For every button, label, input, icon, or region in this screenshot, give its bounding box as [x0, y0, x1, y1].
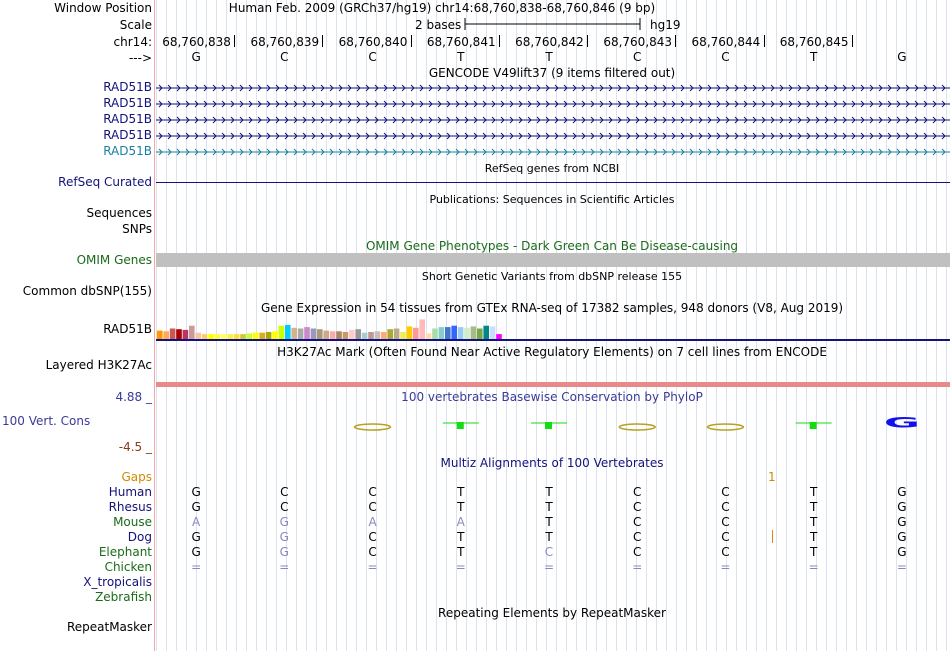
scale-assembly: hg19 — [650, 18, 681, 32]
reference-base: T — [545, 50, 553, 64]
alignment-base: G — [897, 545, 907, 559]
strand-label: ---> — [128, 51, 152, 65]
gtex-tissue-bar[interactable] — [330, 331, 336, 339]
coordinate-tick — [322, 35, 323, 47]
alignment-base: = — [808, 560, 819, 574]
gtex-tissue-bar[interactable] — [279, 326, 285, 339]
phylop-score[interactable] — [355, 424, 391, 430]
alignment-base: C — [368, 545, 377, 559]
gtex-expression-bars[interactable] — [156, 318, 950, 342]
gtex-tissue-bar[interactable] — [349, 330, 355, 339]
coordinate-tick-label: 68,760,843 — [603, 35, 673, 49]
alignment-base: T — [457, 545, 465, 559]
alignment-base: C — [633, 545, 642, 559]
gencode-transcript[interactable] — [156, 128, 950, 144]
gencode-item-label[interactable]: RAD51B — [103, 144, 152, 158]
gtex-tissue-bar[interactable] — [387, 329, 393, 339]
alignment-base: = — [367, 560, 378, 574]
coordinate-tick — [499, 35, 500, 47]
phylop-score[interactable] — [884, 415, 920, 431]
gtex-tissue-bar[interactable] — [234, 334, 240, 339]
alignment-base: G — [191, 485, 201, 499]
gtex-tissue-bar[interactable] — [419, 319, 425, 339]
dbsnp-track-label[interactable]: Common dbSNP(155) — [22, 284, 152, 298]
gtex-tissue-bar[interactable] — [272, 331, 278, 339]
gtex-tissue-bar[interactable] — [439, 327, 445, 339]
gtex-tissue-bar[interactable] — [458, 327, 464, 339]
alignment-base: = — [455, 560, 466, 574]
phylop-track-label[interactable]: 100 Vert. Cons — [2, 414, 91, 428]
coordinate-tick-label: 68,760,844 — [691, 35, 761, 49]
gtex-tissue-bar[interactable] — [266, 332, 272, 339]
alignment-base: = — [632, 560, 643, 574]
alignment-base: = — [543, 560, 555, 574]
gencode-transcript[interactable] — [156, 144, 950, 160]
coordinate-tick — [411, 35, 412, 47]
species-label-rhesus[interactable]: Rhesus — [108, 500, 152, 514]
alignment-base: G — [897, 515, 907, 529]
coordinate-tick-label: 68,760,845 — [779, 35, 849, 49]
alignment-base: G — [279, 515, 289, 529]
gtex-tissue-bar[interactable] — [227, 334, 233, 339]
species-label-x-tropicalis[interactable]: X_tropicalis — [83, 575, 152, 589]
insertion-marker — [772, 530, 773, 543]
alignment-base: G — [279, 530, 289, 544]
gtex-tissue-bar[interactable] — [253, 333, 259, 339]
coordinate-tick-label: 68,760,842 — [515, 35, 584, 49]
alignment-base: G — [191, 500, 201, 514]
phylop-score[interactable] — [443, 422, 479, 429]
alignment-base: G — [897, 485, 907, 499]
gtex-tissue-bar[interactable] — [202, 334, 208, 339]
gtex-tissue-bar[interactable] — [215, 334, 221, 339]
reference-base: C — [368, 50, 377, 64]
gtex-tissue-bar[interactable] — [343, 332, 349, 339]
h3k27ac-title: H3K27Ac Mark (Often Found Near Active Regulatory Elements) on 7 cell lines from ENCODE — [277, 345, 827, 359]
gtex-tissue-bar[interactable] — [195, 333, 201, 339]
alignment-base: C — [633, 515, 642, 529]
alignment-base: T — [809, 500, 818, 514]
gtex-tissue-bar[interactable] — [304, 327, 310, 339]
repeatmasker-title: Repeating Elements by RepeatMasker — [438, 606, 666, 620]
gtex-tissue-bar[interactable] — [362, 333, 368, 339]
gtex-tissue-bar[interactable] — [375, 331, 381, 339]
phylop-title: 100 vertebrates Basewise Conservation by PhyloP — [401, 390, 703, 404]
gtex-tissue-bar[interactable] — [400, 332, 406, 339]
gtex-tissue-bar[interactable] — [176, 329, 182, 339]
gtex-tissue-bar[interactable] — [464, 328, 470, 339]
gtex-tissue-bar[interactable] — [240, 334, 246, 339]
alignment-base: C — [280, 500, 289, 514]
alignment-base: C — [721, 485, 730, 499]
gtex-tissue-bar[interactable] — [259, 333, 265, 339]
alignment-base: T — [545, 530, 553, 544]
alignment-base: G — [191, 545, 201, 559]
multiz-title: Multiz Alignments of 100 Vertebrates — [440, 456, 664, 470]
gtex-tissue-bar[interactable] — [471, 326, 477, 339]
gtex-tissue-bar[interactable] — [355, 329, 361, 339]
scale-label: Scale — [119, 18, 152, 32]
alignment-base: C — [368, 485, 377, 499]
gtex-tissue-bar[interactable] — [394, 329, 400, 340]
coordinate-tick — [587, 35, 588, 47]
alignment-base: T — [809, 545, 818, 559]
gencode-item-label[interactable]: RAD51B — [103, 80, 152, 94]
alignment-base: A — [368, 515, 377, 529]
gtex-title: Gene Expression in 54 tissues from GTEx RNA-seq of 17382 samples, 948 donors (V8, Aug 2019) — [260, 301, 844, 315]
gencode-item-label[interactable]: RAD51B — [103, 112, 152, 126]
alignment-base: C — [633, 530, 642, 544]
gtex-tissue-bar[interactable] — [413, 328, 419, 339]
omim-track-label[interactable]: OMIM Genes — [76, 253, 152, 267]
gtex-tissue-bar[interactable] — [477, 329, 483, 340]
phylop-score[interactable] — [707, 424, 743, 430]
scale-bar — [464, 16, 644, 32]
refseq-track-label[interactable]: RefSeq Curated — [58, 175, 152, 189]
gtex-tissue-bar[interactable] — [311, 329, 317, 340]
alignment-base: C — [633, 485, 642, 499]
gap-count-marker: 1 — [768, 470, 776, 484]
reference-base: T — [809, 50, 818, 64]
gtex-tissue-bar[interactable] — [407, 326, 413, 339]
coordinate-tick — [852, 35, 853, 47]
alignment-base: T — [545, 485, 553, 499]
gtex-tissue-bar[interactable] — [426, 333, 432, 339]
alignment-base: C — [721, 545, 730, 559]
alignment-base: C — [721, 530, 730, 544]
gtex-tissue-bar[interactable] — [183, 330, 189, 339]
gtex-track-label[interactable]: RAD51B — [103, 322, 152, 336]
track-image[interactable] — [156, 0, 950, 651]
gtex-tissue-bar[interactable] — [323, 331, 329, 339]
alignment-base: T — [457, 485, 465, 499]
omim-gene-bar[interactable] — [156, 253, 950, 267]
alignment-base: G — [897, 500, 907, 514]
phylop-max-label: 4.88 _ — [115, 390, 152, 404]
coordinate-tick — [234, 35, 235, 47]
label-divider — [154, 0, 155, 651]
gtex-tissue-bar[interactable] — [451, 326, 457, 339]
snps-track-label[interactable]: SNPs — [122, 222, 152, 236]
species-label-mouse[interactable]: Mouse — [113, 515, 152, 529]
alignment-base: = — [896, 560, 907, 574]
alignment-base: T — [809, 530, 818, 544]
coordinate-tick-label: 68,760,838 — [162, 35, 231, 49]
refseq-title: RefSeq genes from NCBI — [484, 162, 620, 175]
reference-base: T — [457, 50, 465, 64]
phylop-score[interactable] — [619, 424, 655, 430]
coordinate-tick — [764, 35, 765, 47]
gtex-tissue-bar[interactable] — [336, 331, 342, 339]
reference-base: G — [897, 50, 907, 64]
reference-base: C — [280, 50, 289, 64]
gencode-transcript[interactable] — [156, 96, 950, 112]
alignment-base: = — [279, 560, 290, 574]
scale-bases: 2 bases — [415, 18, 462, 32]
alignment-base: T — [809, 485, 818, 499]
h3k27ac-track-label[interactable]: Layered H3K27Ac — [45, 358, 152, 372]
track-label-column — [0, 0, 154, 651]
gtex-tissue-bar[interactable] — [221, 334, 227, 339]
gtex-tissue-bar[interactable] — [189, 326, 195, 339]
phylop-score[interactable] — [531, 422, 567, 429]
coordinate-tick — [675, 35, 676, 47]
gtex-tissue-bar[interactable] — [157, 331, 163, 339]
gtex-tissue-bar[interactable] — [285, 325, 291, 339]
gencode-transcript[interactable] — [156, 112, 950, 128]
phylop-plot[interactable] — [156, 404, 950, 452]
gtex-tissue-bar[interactable] — [483, 326, 489, 339]
alignment-base: C — [721, 500, 730, 514]
coordinate-tick-label: 68,760,839 — [250, 35, 320, 49]
gtex-tissue-bar[interactable] — [445, 327, 451, 339]
alignment-base: C — [721, 515, 730, 529]
gencode-transcript[interactable] — [156, 80, 950, 96]
gencode-transcripts[interactable] — [156, 80, 950, 160]
species-label-dog[interactable]: Dog — [127, 530, 152, 544]
publications-title: Publications: Sequences in Scientific Articles — [429, 193, 675, 206]
gtex-tissue-bar[interactable] — [170, 329, 176, 340]
alignment-base: T — [545, 515, 553, 529]
alignment-base: G — [897, 530, 907, 544]
dbsnp-title: Short Genetic Variants from dbSNP release 155 — [421, 270, 683, 283]
window-position-value: Human Feb. 2009 (GRCh37/hg19) chr14:68,760,838-68,760,846 (9 bp) — [228, 1, 656, 15]
alignment-base: T — [545, 500, 553, 514]
alignment-base: = — [191, 560, 202, 574]
repeatmasker-track-label[interactable]: RepeatMasker — [66, 620, 152, 634]
alignment-base: A — [192, 515, 201, 529]
phylop-score[interactable] — [796, 422, 832, 429]
coordinate-tick-label: 68,760,840 — [338, 35, 408, 49]
alignment-base: C — [544, 545, 554, 559]
species-label-zebrafish[interactable]: Zebrafish — [95, 590, 152, 604]
coordinate-tick-label: 68,760,841 — [426, 35, 496, 49]
gtex-tissue-bar[interactable] — [247, 333, 253, 339]
gtex-tissue-bar[interactable] — [317, 329, 323, 339]
species-label-chicken[interactable]: Chicken — [104, 560, 152, 574]
alignment-base: C — [368, 500, 377, 514]
gtex-tissue-bar[interactable] — [381, 332, 387, 339]
alignment-base: T — [809, 515, 818, 529]
gtex-tissue-bar[interactable] — [291, 328, 297, 339]
gtex-tissue-bar[interactable] — [432, 329, 438, 340]
phylop-min-label: -4.5 _ — [118, 440, 152, 454]
reference-base: C — [633, 50, 642, 64]
h3k27ac-signal[interactable] — [156, 382, 950, 387]
alignment-base: G — [191, 530, 201, 544]
gtex-tissue-bar[interactable] — [298, 329, 304, 340]
alignment-base: C — [633, 500, 642, 514]
reference-base: G — [191, 50, 201, 64]
omim-title: OMIM Gene Phenotypes - Dark Green Can Be Disease-causing — [365, 239, 739, 253]
alignment-base: G — [279, 545, 289, 559]
gencode-item-label[interactable]: RAD51B — [103, 128, 152, 142]
chrom-label: chr14: — [113, 35, 152, 49]
alignment-base: T — [457, 500, 465, 514]
alignment-base: C — [368, 530, 377, 544]
alignment-base: T — [457, 530, 465, 544]
refseq-gene-line[interactable] — [156, 182, 950, 183]
window-position-label: Window Position — [54, 1, 152, 15]
alignment-base: = — [720, 560, 731, 574]
gaps-label: Gaps — [121, 470, 152, 484]
gtex-tissue-bar[interactable] — [490, 326, 496, 339]
gtex-tissue-bar[interactable] — [368, 332, 374, 339]
gtex-tissue-bar[interactable] — [163, 331, 169, 339]
species-label-human[interactable]: Human — [108, 485, 152, 499]
gtex-tissue-bar[interactable] — [496, 334, 502, 339]
alignment-base: A — [456, 515, 465, 529]
alignment-base: C — [280, 485, 289, 499]
sequences-track-label[interactable]: Sequences — [86, 206, 152, 220]
species-label-elephant[interactable]: Elephant — [98, 545, 152, 559]
svg-text:G: G — [883, 414, 920, 431]
gencode-item-label[interactable]: RAD51B — [103, 96, 152, 110]
gtex-tissue-bar[interactable] — [208, 334, 214, 339]
reference-base: C — [721, 50, 730, 64]
gencode-title: GENCODE V49lift37 (9 items filtered out) — [428, 66, 676, 80]
